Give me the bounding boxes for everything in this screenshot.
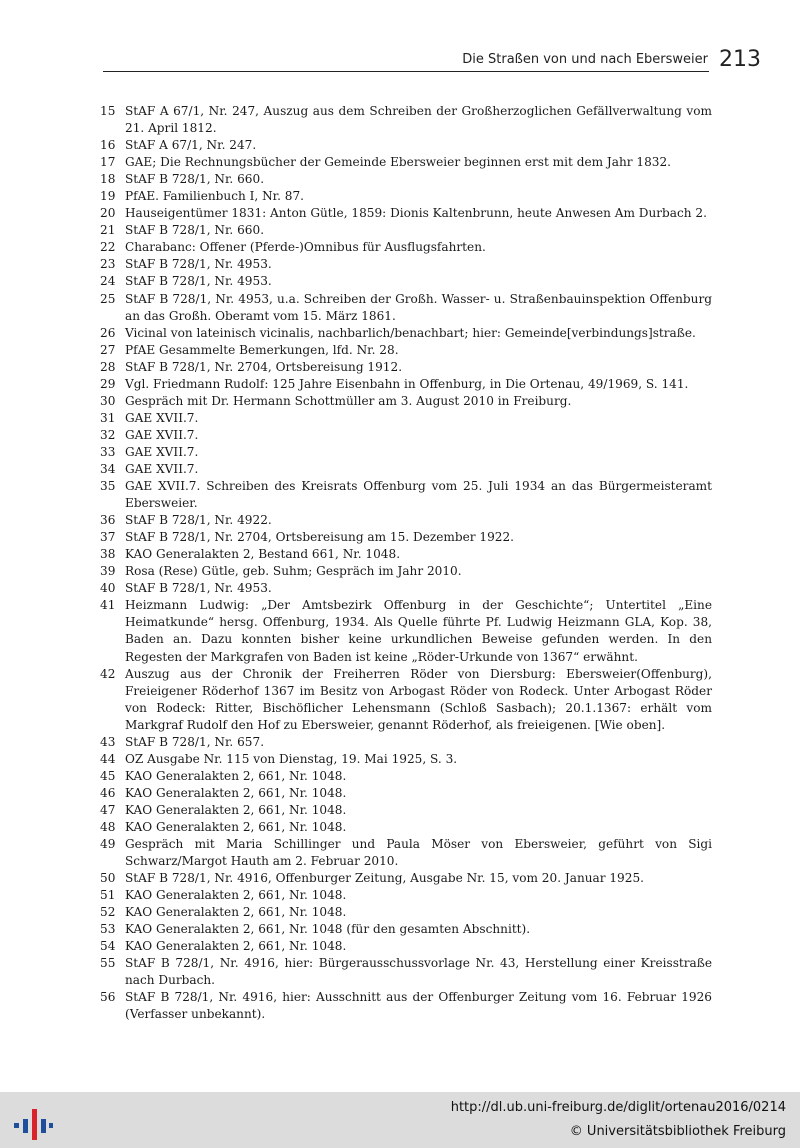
- endnote-item: [100, 836, 712, 870]
- endnote-text: StAF B 728/1, Nr. 4916, hier: Ausschnitt aus der Offenburger Zeitung vom 16. Februar 1926 (Verfasser unbekannt).: [125, 990, 712, 1022]
- endnote-text: KAO Generalakten 2, 661, Nr. 1048.: [125, 939, 347, 954]
- endnote-number: 20: [100, 206, 116, 221]
- endnote-text: KAO Generalakten 2, Bestand 661, Nr. 1048.: [125, 547, 401, 562]
- endnote-text: Gespräch mit Dr. Hermann Schottmüller am 3. August 2010 in Freiburg.: [125, 393, 572, 408]
- endnote-text: KAO Generalakten 2, 661, Nr. 1048.: [125, 819, 347, 834]
- endnote-number: 40: [100, 581, 116, 596]
- endnote-text: StAF B 728/1, Nr. 2704, Ortsbereisung 1912.: [125, 359, 403, 374]
- endnote-text: GAE XVII.7.: [125, 461, 199, 476]
- endnote-item: [100, 768, 712, 785]
- endnote-text: StAF B 728/1, Nr. 4953.: [125, 257, 272, 272]
- endnote-text: GAE XVII.7.: [125, 427, 199, 442]
- endnote-text: StAF B 728/1, Nr. 2704, Ortsbereisung am 15. Dezember 1922.: [125, 530, 515, 545]
- endnote-item: [100, 666, 712, 734]
- endnote-text: StAF B 728/1, Nr. 4916, hier: Bürgerausschussvorlage Nr. 43, Herstellung einer Kreisstraße nach Durbach.: [125, 956, 712, 988]
- endnote-number: 19: [100, 189, 116, 204]
- endnote-number: 22: [100, 240, 116, 255]
- source-url-link[interactable]: http://dl.ub.uni-freiburg.de/diglit/ortenau2016/0214: [450, 1100, 786, 1115]
- endnote-text: Gespräch mit Maria Schillinger und Paula Möser von Ebersweier, geführt von Sigi Schwarz/Margot Hauth am 2. Februar 2010.: [125, 837, 712, 869]
- endnote-number: 43: [100, 734, 116, 749]
- endnote-text: KAO Generalakten 2, 661, Nr. 1048.: [125, 802, 347, 817]
- endnote-number: 53: [100, 922, 116, 937]
- endnote-item: [100, 938, 712, 955]
- endnote-item: [100, 751, 712, 768]
- endnote-number: 38: [100, 547, 116, 562]
- endnote-item: [100, 597, 712, 665]
- copyright-notice: © Universitätsbibliothek Freiburg: [569, 1124, 786, 1139]
- endnote-text: GAE; Die Rechnungsbücher der Gemeinde Ebersweier beginnen erst mit dem Jahr 1832.: [125, 155, 672, 170]
- endnote-text: Rosa (Rese) Gütle, geb. Suhm; Gespräch im Jahr 2010.: [125, 564, 462, 579]
- endnote-text: OZ Ausgabe Nr. 115 von Dienstag, 19. Mai 1925, S. 3.: [125, 751, 458, 766]
- endnote-number: 49: [100, 837, 116, 852]
- endnote-number: 42: [100, 666, 116, 681]
- endnote-item: [100, 239, 712, 256]
- endnote-item: [100, 103, 712, 137]
- endnote-item: [100, 512, 712, 529]
- running-head: Die Straßen von und nach Ebersweier: [462, 52, 708, 67]
- page-header: [103, 47, 763, 77]
- endnote-text: KAO Generalakten 2, 661, Nr. 1048.: [125, 888, 347, 903]
- endnote-item: [100, 529, 712, 546]
- endnote-number: 44: [100, 751, 116, 766]
- endnote-text: StAF B 728/1, Nr. 4953, u.a. Schreiben der Großh. Wasser- u. Straßenbauinspektion Offenburg an das Großh. Oberamt vom 15. März 1861.: [125, 291, 712, 323]
- endnote-item: [100, 376, 712, 393]
- endnote-text: Heizmann Ludwig: „Der Amtsbezirk Offenburg in der Geschichte“; Untertitel „Eine Heimatkunde“ hersg. Offenburg, 1934. Als Quelle führte Pf. Ludwig Heizmann GLA, Kop. 38, Baden an. Dazu konnten bisher keine urkundlichen Beweise gefunden werden. In den Regesten der Markgrafen von Baden ist keine „Röder-Urkunde von 1367“ erwähnt.: [125, 598, 712, 664]
- endnote-item: [100, 427, 712, 444]
- endnote-number: 36: [100, 513, 116, 528]
- endnote-number: 32: [100, 427, 116, 442]
- endnote-number: 47: [100, 802, 116, 817]
- endnote-text: StAF B 728/1, Nr. 4922.: [125, 513, 272, 528]
- endnote-number: 52: [100, 905, 116, 920]
- endnote-number: 17: [100, 155, 116, 170]
- endnote-number: 18: [100, 172, 116, 187]
- endnote-item: [100, 921, 712, 938]
- endnote-item: [100, 273, 712, 290]
- endnote-text: StAF A 67/1, Nr. 247, Auszug aus dem Schreiben der Großherzoglichen Gefällverwaltung vom 21. April 1812.: [125, 104, 712, 136]
- endnote-number: 46: [100, 785, 116, 800]
- endnote-number: 27: [100, 342, 116, 357]
- endnote-text: StAF B 728/1, Nr. 4916, Offenburger Zeitung, Ausgabe Nr. 15, vom 20. Januar 1925.: [125, 871, 644, 886]
- endnote-item: [100, 955, 712, 989]
- endnote-item: [100, 904, 712, 921]
- endnote-item: [100, 802, 712, 819]
- endnote-text: KAO Generalakten 2, 661, Nr. 1048.: [125, 768, 347, 783]
- endnote-number: 24: [100, 274, 116, 289]
- endnote-text: GAE XVII.7. Schreiben des Kreisrats Offenburg vom 25. Juli 1934 an das Bürgermeisteramt Ebersweier.: [125, 479, 712, 511]
- endnote-item: [100, 819, 712, 836]
- endnote-number: 41: [100, 598, 116, 613]
- page-number: 213: [719, 47, 761, 72]
- endnote-item: [100, 989, 712, 1023]
- endnote-number: 54: [100, 939, 116, 954]
- endnote-text: Vicinal von lateinisch vicinalis, nachbarlich/benachbart; hier: Gemeinde[verbindungs]straße.: [125, 325, 696, 340]
- endnote-number: 25: [100, 291, 116, 306]
- endnote-text: StAF B 728/1, Nr. 4953.: [125, 274, 272, 289]
- endnote-item: [100, 410, 712, 427]
- endnotes-list: [100, 103, 712, 1024]
- endnote-text: Hauseigentümer 1831: Anton Gütle, 1859: Dionis Kaltenbrunn, heute Anwesen Am Durbach 2.: [125, 206, 707, 221]
- endnote-number: 48: [100, 819, 116, 834]
- endnote-text: StAF B 728/1, Nr. 660.: [125, 172, 265, 187]
- endnote-item: [100, 580, 712, 597]
- endnote-number: 16: [100, 138, 116, 153]
- endnote-number: 34: [100, 461, 116, 476]
- viewer-footer: [0, 1092, 800, 1148]
- endnote-number: 21: [100, 223, 116, 238]
- endnote-number: 35: [100, 479, 116, 494]
- endnote-number: 51: [100, 888, 116, 903]
- endnote-number: 45: [100, 768, 116, 783]
- endnote-item: [100, 171, 712, 188]
- endnote-number: 39: [100, 564, 116, 579]
- endnote-number: 29: [100, 376, 116, 391]
- endnote-number: 33: [100, 444, 116, 459]
- endnote-number: 50: [100, 871, 116, 886]
- endnote-number: 28: [100, 359, 116, 374]
- endnote-text: PfAE Gesammelte Bemerkungen, lfd. Nr. 28.: [125, 342, 399, 357]
- endnote-item: [100, 887, 712, 904]
- endnote-text: KAO Generalakten 2, 661, Nr. 1048 (für den gesamten Abschnitt).: [125, 922, 531, 937]
- endnote-item: [100, 393, 712, 410]
- endnote-text: Charabanc: Offener (Pferde-)Omnibus für Ausflugsfahrten.: [125, 240, 486, 255]
- endnote-item: [100, 870, 712, 887]
- endnote-number: 55: [100, 956, 116, 971]
- endnote-number: 37: [100, 530, 116, 545]
- endnote-item: [100, 785, 712, 802]
- endnote-text: KAO Generalakten 2, 661, Nr. 1048.: [125, 785, 347, 800]
- endnote-text: StAF B 728/1, Nr. 4953.: [125, 581, 272, 596]
- endnote-item: [100, 546, 712, 563]
- endnote-text: StAF B 728/1, Nr. 660.: [125, 223, 265, 238]
- endnote-item: [100, 256, 712, 273]
- endnote-item: [100, 154, 712, 171]
- endnote-text: Auszug aus der Chronik der Freiherren Röder von Diersburg: Ebersweier(Offenburg), Freieigener Röderhof 1367 im Besitz von Arbogast Röder von Rodeck. Unter Arbogast Röder von Rodeck: Ritter, Bischöflicher Lehensmann (Schloß Sasbach); 20.1.1367: erhält vom Markgraf Rudolf den Hof zu Ebersweier, genannt Röderhof, als freieigenen. [Wie oben].: [125, 666, 712, 732]
- endnote-text: StAF B 728/1, Nr. 657.: [125, 734, 265, 749]
- endnote-number: 31: [100, 410, 116, 425]
- endnote-item: [100, 188, 712, 205]
- header-rule: [103, 71, 709, 72]
- endnote-item: [100, 205, 712, 222]
- endnote-text: GAE XVII.7.: [125, 410, 199, 425]
- endnote-number: 56: [100, 990, 116, 1005]
- endnote-text: StAF A 67/1, Nr. 247.: [125, 138, 257, 153]
- endnote-item: [100, 325, 712, 342]
- ub-freiburg-logo-icon[interactable]: [14, 1102, 50, 1140]
- endnote-item: [100, 444, 712, 461]
- endnote-text: Vgl. Friedmann Rudolf: 125 Jahre Eisenbahn in Offenburg, in Die Ortenau, 49/1969, S. 141.: [125, 376, 689, 391]
- endnote-item: [100, 342, 712, 359]
- endnote-item: [100, 734, 712, 751]
- endnote-item: [100, 563, 712, 580]
- endnote-item: [100, 478, 712, 512]
- endnote-item: [100, 291, 712, 325]
- endnote-item: [100, 137, 712, 154]
- endnote-text: PfAE. Familienbuch I, Nr. 87.: [125, 189, 305, 204]
- endnote-number: 23: [100, 257, 116, 272]
- endnote-item: [100, 222, 712, 239]
- endnote-item: [100, 359, 712, 376]
- endnote-number: 26: [100, 325, 116, 340]
- endnote-item: [100, 461, 712, 478]
- endnote-number: 30: [100, 393, 116, 408]
- endnote-number: 15: [100, 104, 116, 118]
- endnote-text: KAO Generalakten 2, 661, Nr. 1048.: [125, 905, 347, 920]
- endnote-text: GAE XVII.7.: [125, 444, 199, 459]
